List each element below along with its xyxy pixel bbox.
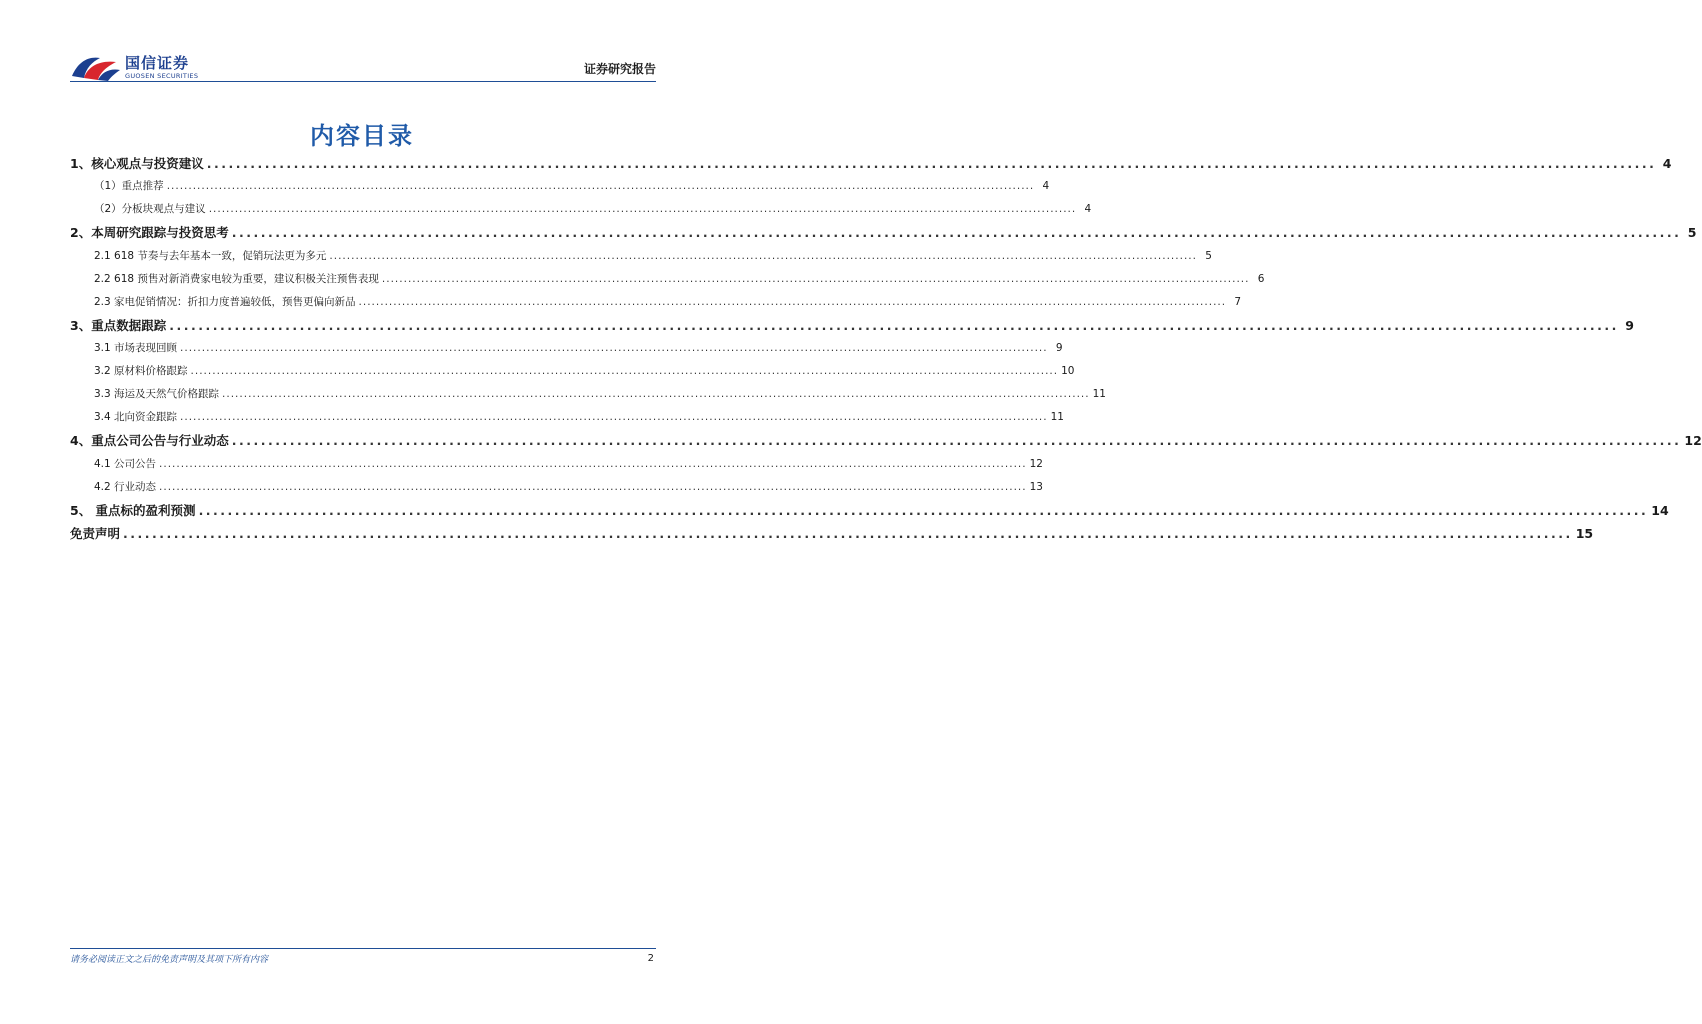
toc-leader-dots: ........................................................................................................................................................................................................ — [166, 180, 1035, 193]
table-of-contents — [70, 152, 1702, 545]
toc-entry-page: 11 — [1092, 388, 1106, 401]
toc-entry-page: 5 — [1687, 225, 1697, 241]
toc-title: 内容目录 — [310, 122, 414, 150]
toc-leader-dots: ........................................................................................................................................................................................................ — [180, 342, 1048, 355]
toc-leader-dots: ........................................................................................................................................................................................................ — [159, 480, 1027, 493]
toc-entry-label: 3、重点数据跟踪 — [70, 317, 167, 333]
toc-leader-dots: ........................................................................................................................................................................................................ — [231, 433, 1682, 449]
guosen-logo-icon — [70, 52, 122, 82]
toc-leader-dots: ........................................................................................................................................................................................................ — [206, 156, 1657, 171]
toc-entry-page: 12 — [1684, 433, 1702, 449]
toc-subsection-entry[interactable] — [70, 476, 1043, 499]
toc-subsection-entry[interactable] — [70, 198, 1092, 221]
toc-leader-dots: ........................................................................................................................................................................................................ — [358, 295, 1227, 308]
toc-entry-label: 1、核心观点与投资建议 — [70, 156, 204, 171]
toc-entry-label: 4.2 行业动态 — [94, 480, 157, 493]
toc-entry-label: 3.2 原材料价格跟踪 — [94, 365, 188, 378]
toc-leader-dots: ........................................................................................................................................................................................................ — [329, 249, 1197, 262]
toc-entry-page: 9 — [1055, 342, 1063, 355]
toc-entry-page: 7 — [1234, 295, 1242, 308]
footer-disclaimer-note: 请务必阅读正文之后的免责声明及其项下所有内容 — [70, 955, 269, 965]
toc-entry-page: 12 — [1029, 457, 1043, 470]
toc-entry-label: 2.1 618 节奏与去年基本一致，促销玩法更为多元 — [94, 249, 327, 262]
toc-entry-page: 9 — [1625, 317, 1634, 333]
toc-entry-page: 5 — [1205, 249, 1212, 262]
page-number: 2 — [647, 953, 654, 964]
toc-entry-page: 11 — [1050, 411, 1064, 424]
toc-leader-dots: ........................................................................................................................................................................................................ — [222, 388, 1090, 401]
toc-entry-label: （1）重点推荐 — [94, 180, 164, 193]
toc-entry-label: 3.1 市场表现回顾 — [94, 342, 178, 355]
toc-subsection-entry[interactable] — [70, 383, 1106, 406]
toc-entry-page: 4 — [1084, 203, 1092, 216]
toc-entry-page: 4 — [1662, 156, 1672, 171]
toc-leader-dots: ........................................................................................................................................................................................................ — [208, 203, 1077, 216]
toc-subsection-entry[interactable] — [70, 268, 1265, 291]
toc-leader-dots: ........................................................................................................................................................................................................ — [123, 525, 1573, 541]
toc-subsection-entry[interactable] — [70, 453, 1043, 476]
toc-leader-dots: ........................................................................................................................................................................................................ — [231, 225, 1682, 241]
toc-entry-label: 2.3 家电促销情况：折扣力度普遍较低，预售更偏向新品 — [94, 295, 356, 308]
toc-entry-label: 3.3 海运及天然气价格跟踪 — [94, 388, 220, 401]
toc-section-entry[interactable] — [70, 152, 1672, 175]
toc-entry-label: 5、 重点标的盈利预测 — [70, 502, 196, 518]
toc-entry-label: 免责声明 — [70, 525, 121, 541]
toc-entry-label: 4、重点公司公告与行业动态 — [70, 433, 229, 449]
toc-entry-page: 15 — [1575, 525, 1594, 541]
logo-english-text: GUOSEN SECURITIES — [125, 72, 199, 80]
toc-entry-label: 4.1 公司公告 — [94, 457, 157, 470]
toc-section-entry[interactable] — [70, 499, 1669, 522]
toc-subsection-entry[interactable] — [70, 291, 1242, 314]
page-header — [70, 48, 656, 86]
toc-subsection-entry[interactable] — [70, 245, 1212, 268]
toc-entry-page: 4 — [1042, 180, 1050, 193]
toc-entry-label: 2、本周研究跟踪与投资思考 — [70, 225, 229, 241]
toc-subsection-entry[interactable] — [70, 337, 1063, 360]
toc-entry-label: 3.4 北向资金跟踪 — [94, 411, 178, 424]
toc-section-entry[interactable] — [70, 429, 1702, 452]
toc-subsection-entry[interactable] — [70, 406, 1064, 429]
toc-leader-dots: ........................................................................................................................................................................................................ — [190, 365, 1059, 378]
header-divider — [70, 81, 656, 82]
toc-subsection-entry[interactable] — [70, 360, 1075, 383]
toc-section-entry[interactable] — [70, 522, 1594, 545]
toc-subsection-entry[interactable] — [70, 175, 1050, 198]
toc-section-entry[interactable] — [70, 221, 1697, 244]
toc-entry-page: 10 — [1061, 365, 1075, 378]
toc-leader-dots: ........................................................................................................................................................................................................ — [159, 457, 1027, 470]
report-type-label: 证券研究报告 — [583, 62, 656, 76]
toc-entry-label: （2）分板块观点与建议 — [94, 203, 206, 216]
toc-entry-page: 14 — [1651, 502, 1669, 518]
toc-entry-label: 2.2 618 预售对新消费家电较为重要，建议积极关注预售表现 — [94, 272, 379, 285]
toc-entry-page: 13 — [1029, 480, 1043, 493]
toc-leader-dots: ........................................................................................................................................................................................................ — [198, 502, 1649, 518]
toc-entry-page: 6 — [1257, 272, 1265, 285]
toc-leader-dots: ........................................................................................................................................................................................................ — [169, 317, 1619, 333]
toc-leader-dots: ........................................................................................................................................................................................................ — [180, 411, 1048, 424]
toc-leader-dots: ........................................................................................................................................................................................................ — [381, 272, 1250, 285]
footer-divider — [70, 948, 656, 949]
toc-section-entry[interactable] — [70, 314, 1634, 337]
logo-chinese-text: 国信证券 — [125, 54, 190, 72]
